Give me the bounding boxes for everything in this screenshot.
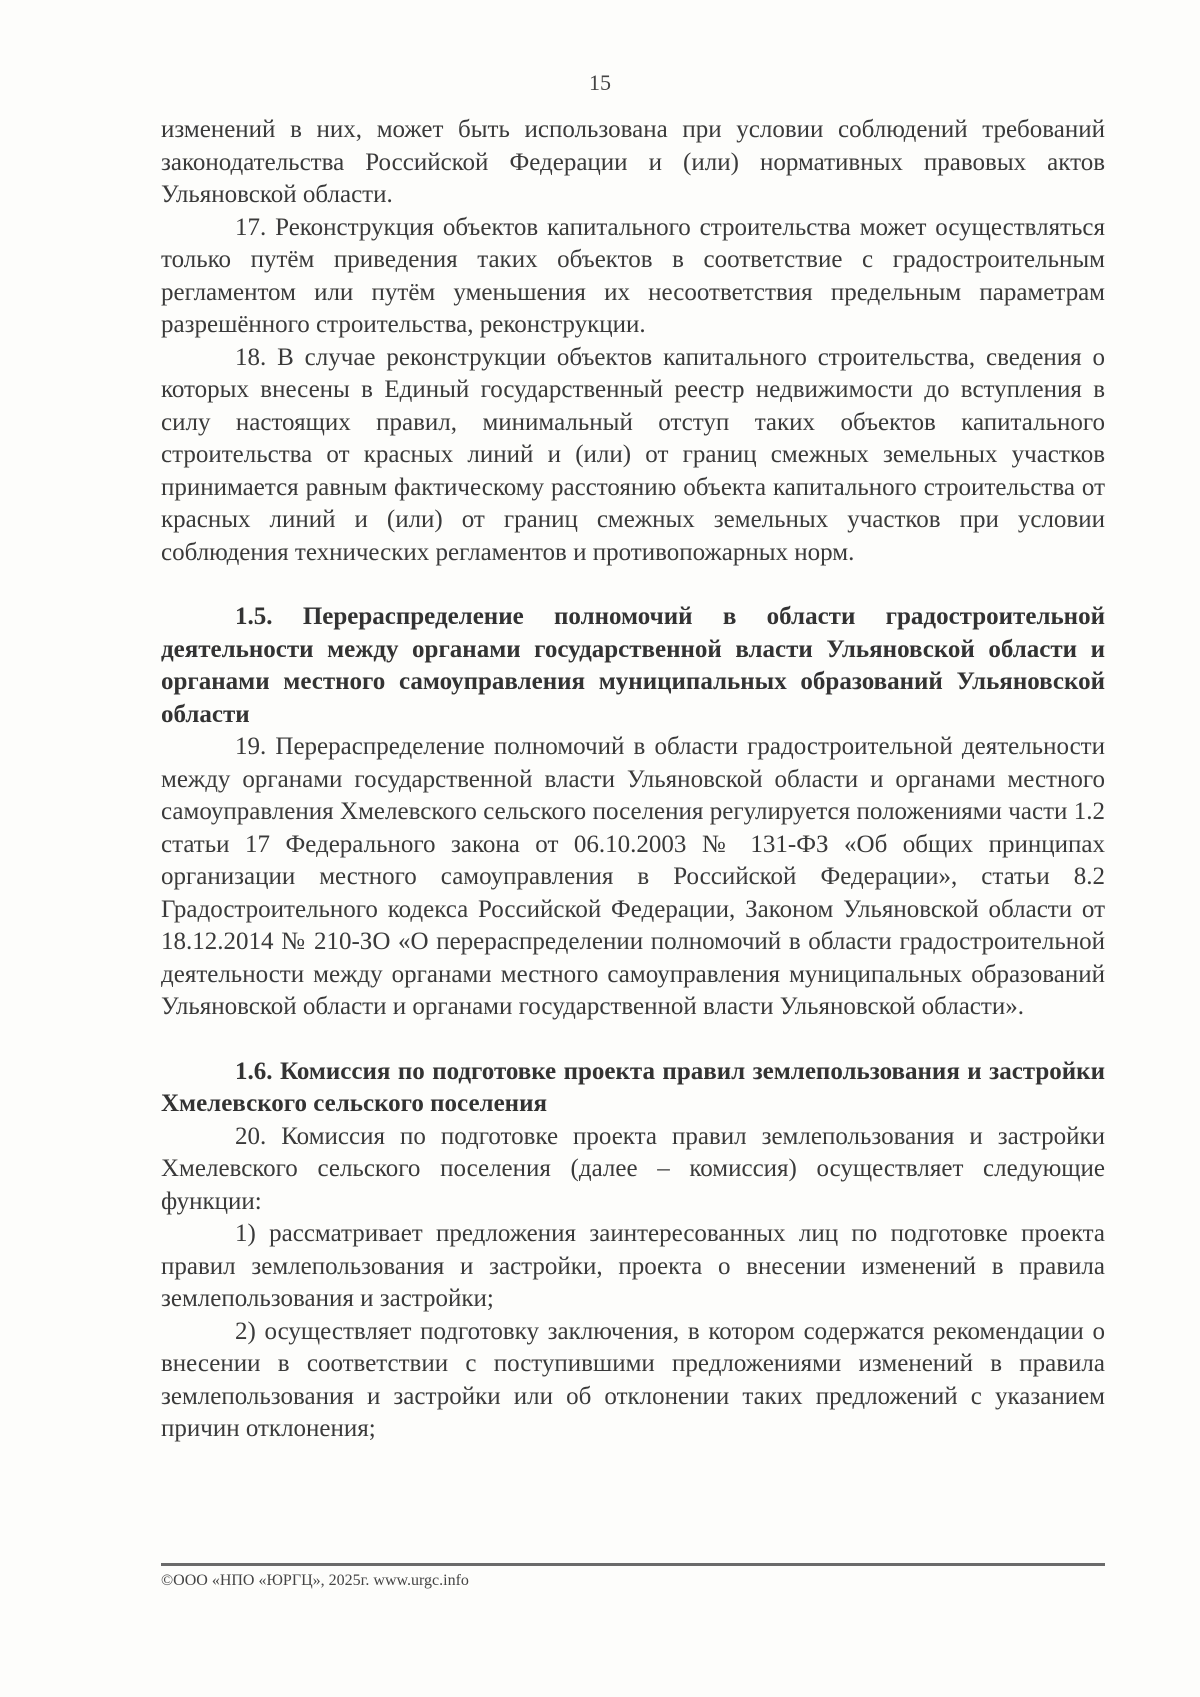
paragraph-20: 20. Комиссия по подготовке проекта правил землепользования и застройки Хмелевского сельского поселения (далее – комиссия) осуществляет следующие функции: [161,1122,1105,1215]
paragraph-18: 18. В случае реконструкции объектов капитального строительства, сведения о которых внесены в Единый государственный реестр недвижимости до вступления в силу настоящих правил, минимальный отступ таких объектов капитального строительства от красных линий и (или) от границ смежных земельных участков принимается равным фактическому расстоянию объекта капитального строительства от красных линий и (или) от границ смежных земельных участков при условии соблюдения технических регламентов и противопожарных норм. [161,343,1105,566]
continued-paragraph: изменений в них, может быть использована при условии соблюдений требований законодательства Российской Федерации и (или) нормативных правовых актов Ульяновской области. [161,116,1105,208]
paragraph-17: 17. Реконструкция объектов капитального строительства может осуществляться только путём приведения таких объектов в соответствие с градостроительным регламентом или путём уменьшения их несоответствия предельным параметрам разрешённого строительства, реконструкции. [161,213,1105,338]
list-item-1: 1) рассматривает предложения заинтересованных лиц по подготовке проекта правил землепользования и застройки, проекта о внесении изменений в правила землепользования и застройки; [161,1220,1105,1312]
footer-copyright: ©ООО «НПО «ЮРГЦ», 2025г. www.urgc.info [161,1572,469,1589]
footer-divider [161,1563,1105,1566]
list-item-2: 2) осуществляет подготовку заключения, в котором содержатся рекомендации о внесении в соответствии с поступившими предложениями изменений в правила землепользования и застройки или об отклонении таких предложений с указанием причин отклонения; [161,1317,1105,1442]
paragraph-19: 19. Перераспределение полномочий в области градостроительной деятельности между органами государственной власти Ульяновской области и органами местного самоуправления Хмелевского сельского поселения регулируется положениями части 1.2 статьи 17 Федерального закона от 06.10.2003 № 131-ФЗ «Об общих принципах организации местного самоуправления в Российской Федерации», статьи 8.2 Градостроительного кодекса Российской Федерации, Законом Ульяновской области от 18.12.2014 № 210-ЗО «О перераспределении полномочий в области градостроительной деятельности между органами местного самоуправления муниципальных образований Ульяновской области и органами государственной власти Ульяновской области». [161,733,1105,1020]
section-heading-1-6: 1.6. Комиссия по подготовке проекта правил землепользования и застройки Хмелевского сельского поселения [161,1057,1105,1117]
section-heading-1-5: 1.5. Перераспределение полномочий в области градостроительной деятельности между органами государственной власти Ульяновской области и органами местного самоуправления муниципальных образований Ульяновской области [161,603,1105,728]
page-content [161,114,1105,1446]
page-number: 15 [589,70,611,95]
